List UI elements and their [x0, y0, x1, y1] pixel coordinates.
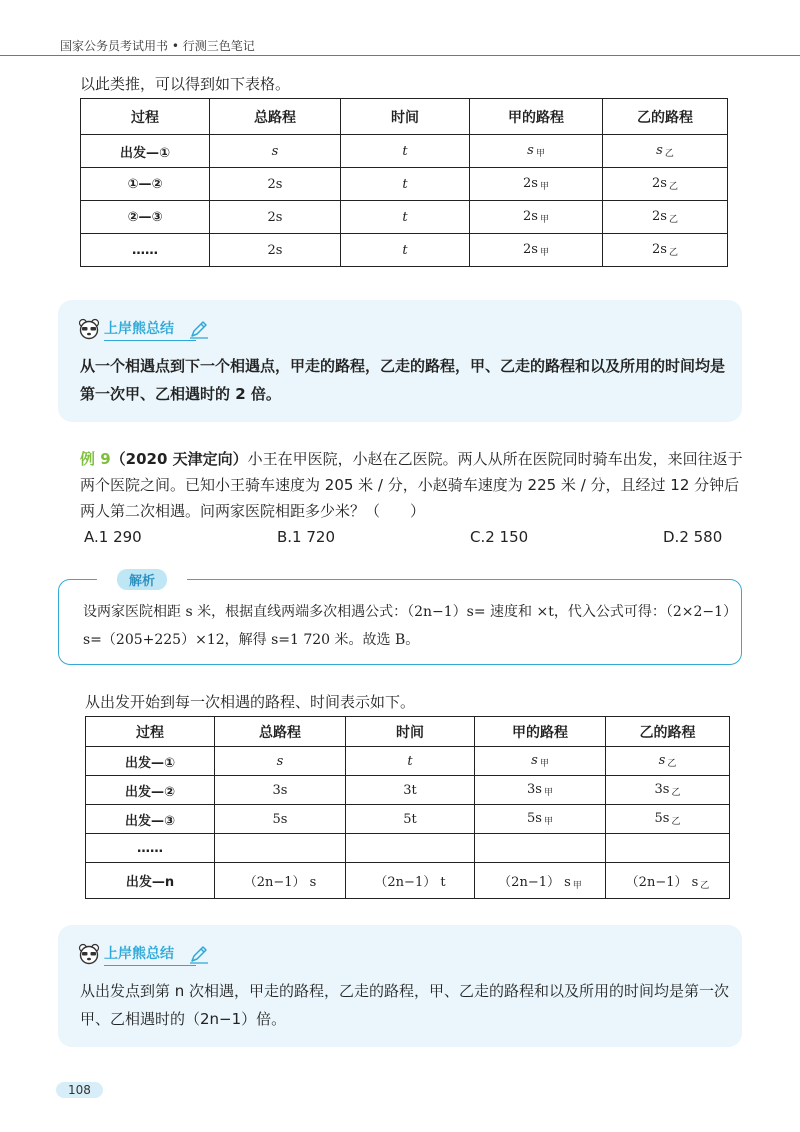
- jia-subscript: 甲: [543, 788, 553, 798]
- summary-box-2: [58, 925, 742, 1047]
- yi-cell: [606, 805, 730, 834]
- yi-value: s: [658, 753, 666, 768]
- summary-box-1: [58, 300, 742, 422]
- time-cell: t: [346, 747, 475, 776]
- yi-subscript: 乙: [668, 215, 678, 225]
- time-cell: t: [341, 201, 470, 234]
- jia-cell: [475, 834, 606, 863]
- option-b: B.1 720: [277, 528, 336, 546]
- process-cell: ②—③: [81, 201, 210, 234]
- table-row: [86, 776, 730, 805]
- jia-value: （2n−1） s: [498, 874, 571, 890]
- summary-label: 上岸熊总结: [104, 943, 196, 966]
- yi-cell: [603, 201, 728, 234]
- process-cell: ……: [86, 834, 215, 863]
- time-cell: 5t: [346, 805, 475, 834]
- yi-cell: [606, 776, 730, 805]
- total-cell: 2s: [210, 168, 341, 201]
- table-row: [86, 834, 730, 863]
- jia-cell: [475, 776, 606, 805]
- analysis-box: [58, 573, 742, 665]
- option-d: D.2 580: [663, 528, 723, 546]
- table-row: [86, 863, 730, 899]
- yi-value: 2s: [652, 242, 667, 257]
- yi-subscript: 乙: [664, 149, 674, 159]
- jia-value: 3s: [527, 782, 542, 797]
- summary-tag: [78, 941, 210, 967]
- table-2: [85, 716, 730, 899]
- example-question: [80, 446, 750, 524]
- jia-value: s: [531, 753, 538, 768]
- example-text: 小王在甲医院，小赵在乙医院。两人从所在医院同时骑车出发，来回往返于两个医院之间。已知小王骑车速度为 205 米 / 分，小赵骑车速度为 225 米 / 分，且经过 12 分钟后两人第二次相遇。问两家医院相距多少米？（ ）: [80, 450, 743, 520]
- running-header: 国家公务员考试用书 • 行测三色笔记: [60, 39, 255, 53]
- jia-value: s: [527, 143, 534, 158]
- jia-cell: [470, 135, 603, 168]
- table-row: [81, 168, 728, 201]
- example-label: 例 9: [80, 450, 111, 468]
- time-cell: t: [341, 168, 470, 201]
- jia-value: 2s: [523, 176, 538, 191]
- table-header-row: [81, 99, 728, 135]
- yi-cell: [603, 168, 728, 201]
- table-header-row: [86, 717, 730, 747]
- jia-subscript: 甲: [535, 149, 545, 159]
- jia-cell: [475, 747, 606, 776]
- yi-cell: [606, 863, 730, 899]
- pen-icon: [188, 943, 210, 965]
- jia-cell: [470, 168, 603, 201]
- header-divider: [0, 55, 800, 56]
- yi-value: 2s: [652, 176, 667, 191]
- yi-cell: [603, 234, 728, 267]
- total-cell: [215, 834, 346, 863]
- yi-subscript: 乙: [700, 880, 710, 891]
- time-cell: （2n−1） t: [346, 863, 475, 899]
- time-cell: [346, 834, 475, 863]
- page-number: 108: [56, 1082, 103, 1098]
- analysis-text: 设两家医院相距 s 米，根据直线两端多次相遇公式：（2n−1）s= 速度和 ×t，代入公式可得：（2×2−1）s=（205+225）×12，解得 s=1 720 米。故选 B。: [83, 604, 730, 648]
- jia-subscript: 甲: [539, 182, 549, 192]
- yi-cell: [606, 834, 730, 863]
- summary-tag: [78, 316, 210, 342]
- total-cell: （2n−1） s: [215, 863, 346, 899]
- yi-subscript: 乙: [671, 817, 681, 827]
- summary-text: 从一个相遇点到下一个相遇点，甲走的路程，乙走的路程，甲、乙走的路程和以及所用的时间均是第一次甲、乙相遇时的 2 倍。: [80, 357, 726, 403]
- jia-cell: [475, 863, 606, 899]
- bear-icon: [78, 318, 100, 340]
- process-cell: 出发—n: [86, 863, 215, 899]
- summary-text: 从出发点到第 n 次相遇，甲走的路程，乙走的路程，甲、乙走的路程和以及所用的时间均是第一次甲、乙相遇时的（2n−1）倍。: [80, 982, 730, 1028]
- header-cell: 总路程: [215, 717, 346, 747]
- total-cell: s: [210, 135, 341, 168]
- table-row: [86, 805, 730, 834]
- process-cell: 出发—①: [86, 747, 215, 776]
- header-cell: 过程: [86, 717, 215, 747]
- jia-subscript: 甲: [539, 759, 549, 769]
- pen-icon: [188, 318, 210, 340]
- time-cell: t: [341, 234, 470, 267]
- bear-icon: [78, 943, 100, 965]
- summary-label: 上岸熊总结: [104, 318, 196, 341]
- jia-subscript: 甲: [539, 248, 549, 258]
- jia-subscript: 甲: [543, 817, 553, 827]
- process-cell: 出发—②: [86, 776, 215, 805]
- intro-text-1: 以此类推，可以得到如下表格。: [80, 75, 291, 93]
- example-source: （2020 天津定向）: [110, 450, 248, 468]
- time-cell: 3t: [346, 776, 475, 805]
- header-cell: 时间: [346, 717, 475, 747]
- total-cell: 5s: [215, 805, 346, 834]
- yi-cell: [603, 135, 728, 168]
- jia-value: 2s: [523, 242, 538, 257]
- analysis-tag: [97, 569, 187, 589]
- jia-cell: [470, 201, 603, 234]
- header-cell: 乙的路程: [603, 99, 728, 135]
- jia-value: 2s: [523, 209, 538, 224]
- header-cell: 时间: [341, 99, 470, 135]
- yi-subscript: 乙: [667, 759, 677, 769]
- table-1: [80, 98, 728, 267]
- option-a: A.1 290: [84, 528, 142, 546]
- table-row: [81, 201, 728, 234]
- total-cell: 3s: [215, 776, 346, 805]
- process-cell: 出发—①: [81, 135, 210, 168]
- option-c: C.2 150: [470, 528, 529, 546]
- header-cell: 甲的路程: [470, 99, 603, 135]
- jia-subscript: 甲: [539, 215, 549, 225]
- yi-value: s: [656, 143, 663, 158]
- header-cell: 过程: [81, 99, 210, 135]
- jia-cell: [475, 805, 606, 834]
- table-row: [81, 234, 728, 267]
- yi-subscript: 乙: [668, 248, 678, 258]
- total-cell: s: [215, 747, 346, 776]
- process-cell: 出发—③: [86, 805, 215, 834]
- yi-value: 5s: [654, 811, 670, 826]
- yi-cell: [606, 747, 730, 776]
- jia-value: 5s: [527, 811, 542, 826]
- jia-subscript: 甲: [572, 880, 582, 891]
- yi-value: （2n−1） s: [625, 874, 699, 890]
- yi-subscript: 乙: [671, 788, 681, 798]
- jia-cell: [470, 234, 603, 267]
- process-cell: ①—②: [81, 168, 210, 201]
- yi-value: 2s: [652, 209, 667, 224]
- table-row: [81, 135, 728, 168]
- intro-text-2: 从出发开始到每一次相遇的路程、时间表示如下。: [85, 693, 416, 711]
- total-cell: 2s: [210, 201, 341, 234]
- table-row: [86, 747, 730, 776]
- yi-subscript: 乙: [668, 182, 678, 192]
- time-cell: t: [341, 135, 470, 168]
- header-cell: 乙的路程: [606, 717, 730, 747]
- header-cell: 甲的路程: [475, 717, 606, 747]
- total-cell: 2s: [210, 234, 341, 267]
- header-cell: 总路程: [210, 99, 341, 135]
- process-cell: ……: [81, 234, 210, 267]
- yi-value: 3s: [654, 782, 670, 797]
- analysis-label: 解析: [117, 569, 167, 590]
